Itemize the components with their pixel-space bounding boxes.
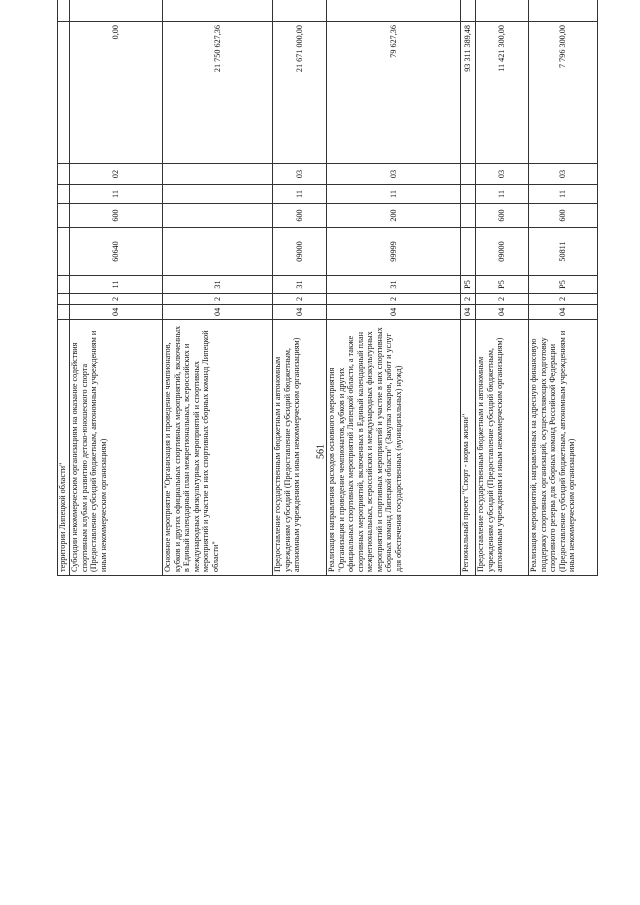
- row-description: Предоставление государственным бюджетным и автономным учреждениям субсидий (Предоставление субсидий бюджетным, автономным учреждениям и иным некоммерческим организациям): [476, 320, 529, 576]
- table-row: [273, 0, 327, 576]
- code-ministry: 04: [273, 305, 327, 320]
- code-program: 2: [327, 294, 461, 305]
- row-description: территории Липецкой области": [58, 320, 70, 576]
- code-subsection: 03: [476, 164, 529, 185]
- code-subprogram: [58, 276, 70, 294]
- code-section: 11: [273, 185, 327, 204]
- code-ministry: [58, 305, 70, 320]
- code-direction: 50811: [529, 228, 598, 276]
- code-ministry: 04: [70, 305, 163, 320]
- code-program: [58, 294, 70, 305]
- code-direction: 09000: [273, 228, 327, 276]
- amount-year-1: 21 750 627,36: [163, 22, 273, 164]
- code-ministry: 04: [327, 305, 461, 320]
- code-direction: [461, 228, 476, 276]
- code-expense-type: 600: [476, 204, 529, 228]
- code-subprogram: P5: [461, 276, 476, 294]
- amount-year-2: [163, 0, 273, 22]
- code-ministry: 04: [163, 305, 273, 320]
- code-subsection: [163, 164, 273, 185]
- amount-year-2: [327, 0, 461, 22]
- budget-table-wrapper: [57, 0, 597, 576]
- code-program: 2: [461, 294, 476, 305]
- row-description: Региональный проект "Спорт - норма жизни": [461, 320, 476, 576]
- code-subprogram: 31: [327, 276, 461, 294]
- code-direction: [58, 228, 70, 276]
- amount-year-2: [461, 0, 476, 22]
- code-subprogram: 31: [273, 276, 327, 294]
- code-direction: 99999: [327, 228, 461, 276]
- code-subprogram: P5: [529, 276, 598, 294]
- amount-year-1: [58, 22, 70, 164]
- code-section: 11: [529, 185, 598, 204]
- code-ministry: 04: [476, 305, 529, 320]
- code-expense-type: 600: [529, 204, 598, 228]
- code-subprogram: 11: [70, 276, 163, 294]
- budget-table: [57, 0, 598, 576]
- page-number: 561: [315, 444, 327, 459]
- amount-year-2: [273, 0, 327, 22]
- row-description: Предоставление государственным бюджетным и автономным учреждениям субсидий (Предоставление субсидий бюджетным, автономным учреждениям и иным некоммерческим организациям): [273, 320, 327, 576]
- amount-year-1: 7 796 300,00: [529, 22, 598, 164]
- code-section: [58, 185, 70, 204]
- amount-year-1: 79 627,36: [327, 22, 461, 164]
- table-row: [58, 0, 70, 576]
- row-description: Субсидии некоммерческим организациям на оказание содействия спортивным клубам и развитию детско-юношеского спорта (Предоставление субсидий бюджетным, автономным учреждениям и иным некоммерческим организациям): [70, 320, 163, 576]
- table-row: [461, 0, 476, 576]
- code-program: 2: [529, 294, 598, 305]
- code-expense-type: [58, 204, 70, 228]
- code-subsection: [461, 164, 476, 185]
- code-section: 11: [476, 185, 529, 204]
- table-row: [476, 0, 529, 576]
- row-description: Реализация мероприятий, направленных на адресную финансовую поддержку спортивных организаций, осуществляющих подготовку спортивного резерва для сборных команд Российской Федерации (Предоставление субсидий бюджетным, автономным учреждениям и иным некоммерческим организациям): [529, 320, 598, 576]
- amount-year-1: 0,00: [70, 22, 163, 164]
- code-program: 2: [163, 294, 273, 305]
- code-expense-type: 600: [273, 204, 327, 228]
- code-program: 2: [273, 294, 327, 305]
- code-direction: 60640: [70, 228, 163, 276]
- code-expense-type: 600: [70, 204, 163, 228]
- row-description: Реализация направления расходов основного мероприятия "Организация и проведение чемпионатов, кубков и других официальных спортивных мероприятий Липецкой области, а также спортивных мероприятий, включенных в Единый календарный план межрегиональных, всероссийских и международных физкультурных мероприятий и спортивных мероприятий и участие в них спортивных сборных команд Липецкой области" (Закупка товаров, работ и услуг для обеспечения государственных (муниципальных) нужд): [327, 320, 461, 576]
- code-section: [163, 185, 273, 204]
- code-ministry: 04: [461, 305, 476, 320]
- code-subprogram: 31: [163, 276, 273, 294]
- table-row: [529, 0, 598, 576]
- code-direction: [163, 228, 273, 276]
- table-row: [163, 0, 273, 576]
- code-direction: 09000: [476, 228, 529, 276]
- code-subsection: 03: [529, 164, 598, 185]
- code-ministry: 04: [529, 305, 598, 320]
- table-row: [70, 0, 163, 576]
- code-section: 11: [70, 185, 163, 204]
- code-subsection: 03: [273, 164, 327, 185]
- code-subsection: 03: [327, 164, 461, 185]
- table-row: [327, 0, 461, 576]
- amount-year-2: [58, 0, 70, 22]
- code-program: 2: [70, 294, 163, 305]
- amount-year-2: [476, 0, 529, 22]
- code-expense-type: [163, 204, 273, 228]
- amount-year-2: [529, 0, 598, 22]
- row-description: Основное мероприятие "Организация и проведение чемпионатов, кубков и других официальных спортивных мероприятий, включенных в Единый календарный план межрегиональных, всероссийских и международных физкультурных мероприятий и спортивных мероприятий и участие в них спортивных сборных команд Липецкой области": [163, 320, 273, 576]
- code-subsection: 02: [70, 164, 163, 185]
- amount-year-1: 11 421 300,00: [476, 22, 529, 164]
- code-expense-type: 200: [327, 204, 461, 228]
- code-program: 2: [476, 294, 529, 305]
- code-section: [461, 185, 476, 204]
- code-expense-type: [461, 204, 476, 228]
- code-section: 11: [327, 185, 461, 204]
- amount-year-2: [70, 0, 163, 22]
- amount-year-1: 93 311 389,48: [461, 22, 476, 164]
- amount-year-1: 21 671 000,00: [273, 22, 327, 164]
- code-subsection: [58, 164, 70, 185]
- code-subprogram: P5: [476, 276, 529, 294]
- rotated-table-frame: [57, 25, 597, 874]
